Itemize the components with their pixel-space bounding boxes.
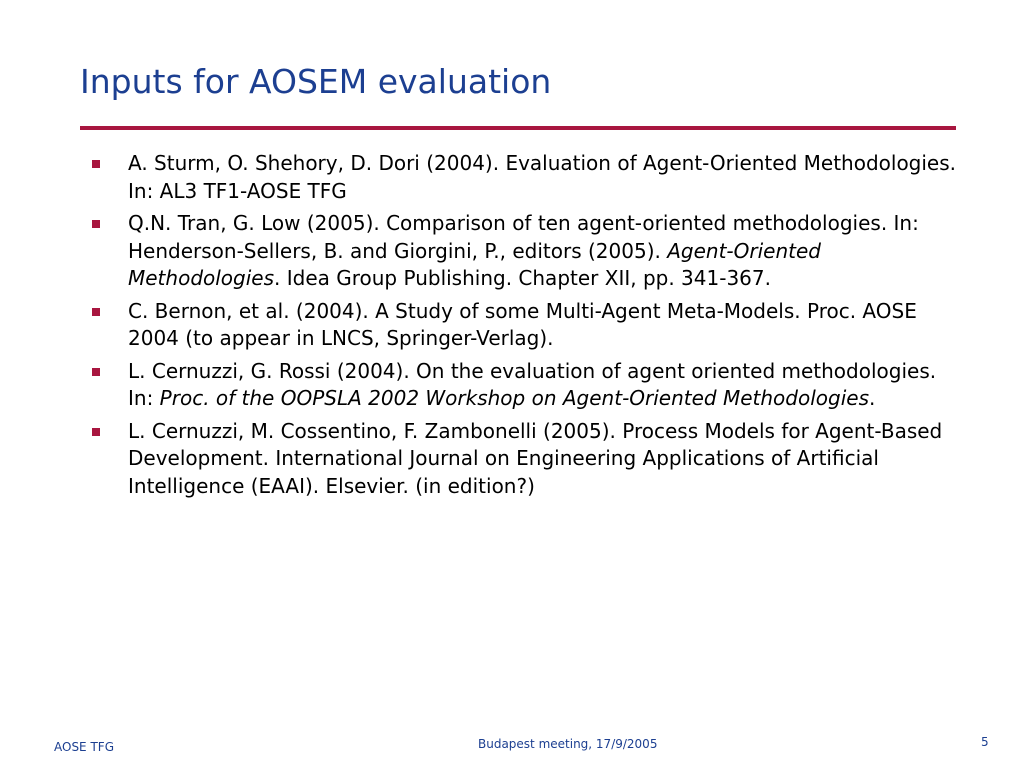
square-bullet-icon bbox=[92, 220, 100, 228]
reference-text: L. Cernuzzi, G. Rossi (2004). On the evaluation of agent oriented methodologies. In: bbox=[128, 358, 937, 410]
reference-text-tail: . Idea Group Publishing. Chapter XII, pp. 341-367. bbox=[274, 266, 771, 290]
square-bullet-icon bbox=[92, 368, 100, 376]
square-bullet-icon bbox=[92, 428, 100, 436]
reference-item bbox=[88, 418, 958, 501]
reference-item bbox=[88, 150, 958, 205]
reference-italic-title: Agent-Oriented Methodologies bbox=[128, 238, 821, 290]
footer-label: AOSE TFG bbox=[54, 740, 114, 754]
reference-list bbox=[88, 150, 958, 505]
reference-item bbox=[88, 210, 958, 293]
reference-text-tail: . bbox=[869, 386, 876, 410]
page-number: 5 bbox=[981, 735, 989, 749]
square-bullet-icon bbox=[92, 160, 100, 168]
reference-item bbox=[88, 298, 958, 353]
reference-text: C. Bernon, et al. (2004). A Study of some Multi-Agent Meta-Models. Proc. AOSE 2004 (to appear in LNCS, Springer-Verlag). bbox=[128, 298, 917, 350]
title-divider bbox=[80, 126, 956, 130]
reference-text: Q.N. Tran, G. Low (2005). Comparison of ten agent-oriented methodologies. In: Henderson-Sellers, B. and Giorgini, P., editors (2005). bbox=[128, 211, 919, 263]
reference-italic-title: Proc. of the OOPSLA 2002 Workshop on Agent-Oriented Methodologies bbox=[159, 386, 869, 410]
reference-item bbox=[88, 358, 958, 413]
footer-meeting-date: Budapest meeting, 17/9/2005 bbox=[478, 737, 658, 751]
square-bullet-icon bbox=[92, 308, 100, 316]
reference-text: A. Sturm, O. Shehory, D. Dori (2004). Evaluation of Agent-Oriented Methodologies. In: AL3 TF1-AOSE TFG bbox=[128, 151, 957, 203]
reference-text: L. Cernuzzi, M. Cossentino, F. Zambonelli (2005). Process Models for Agent-Based Development. International Journal on Engineering Applications of Artificial Intelligence (EAAI). Elsevier. (in edition?) bbox=[128, 418, 943, 498]
slide-title: Inputs for AOSEM evaluation bbox=[80, 62, 552, 101]
